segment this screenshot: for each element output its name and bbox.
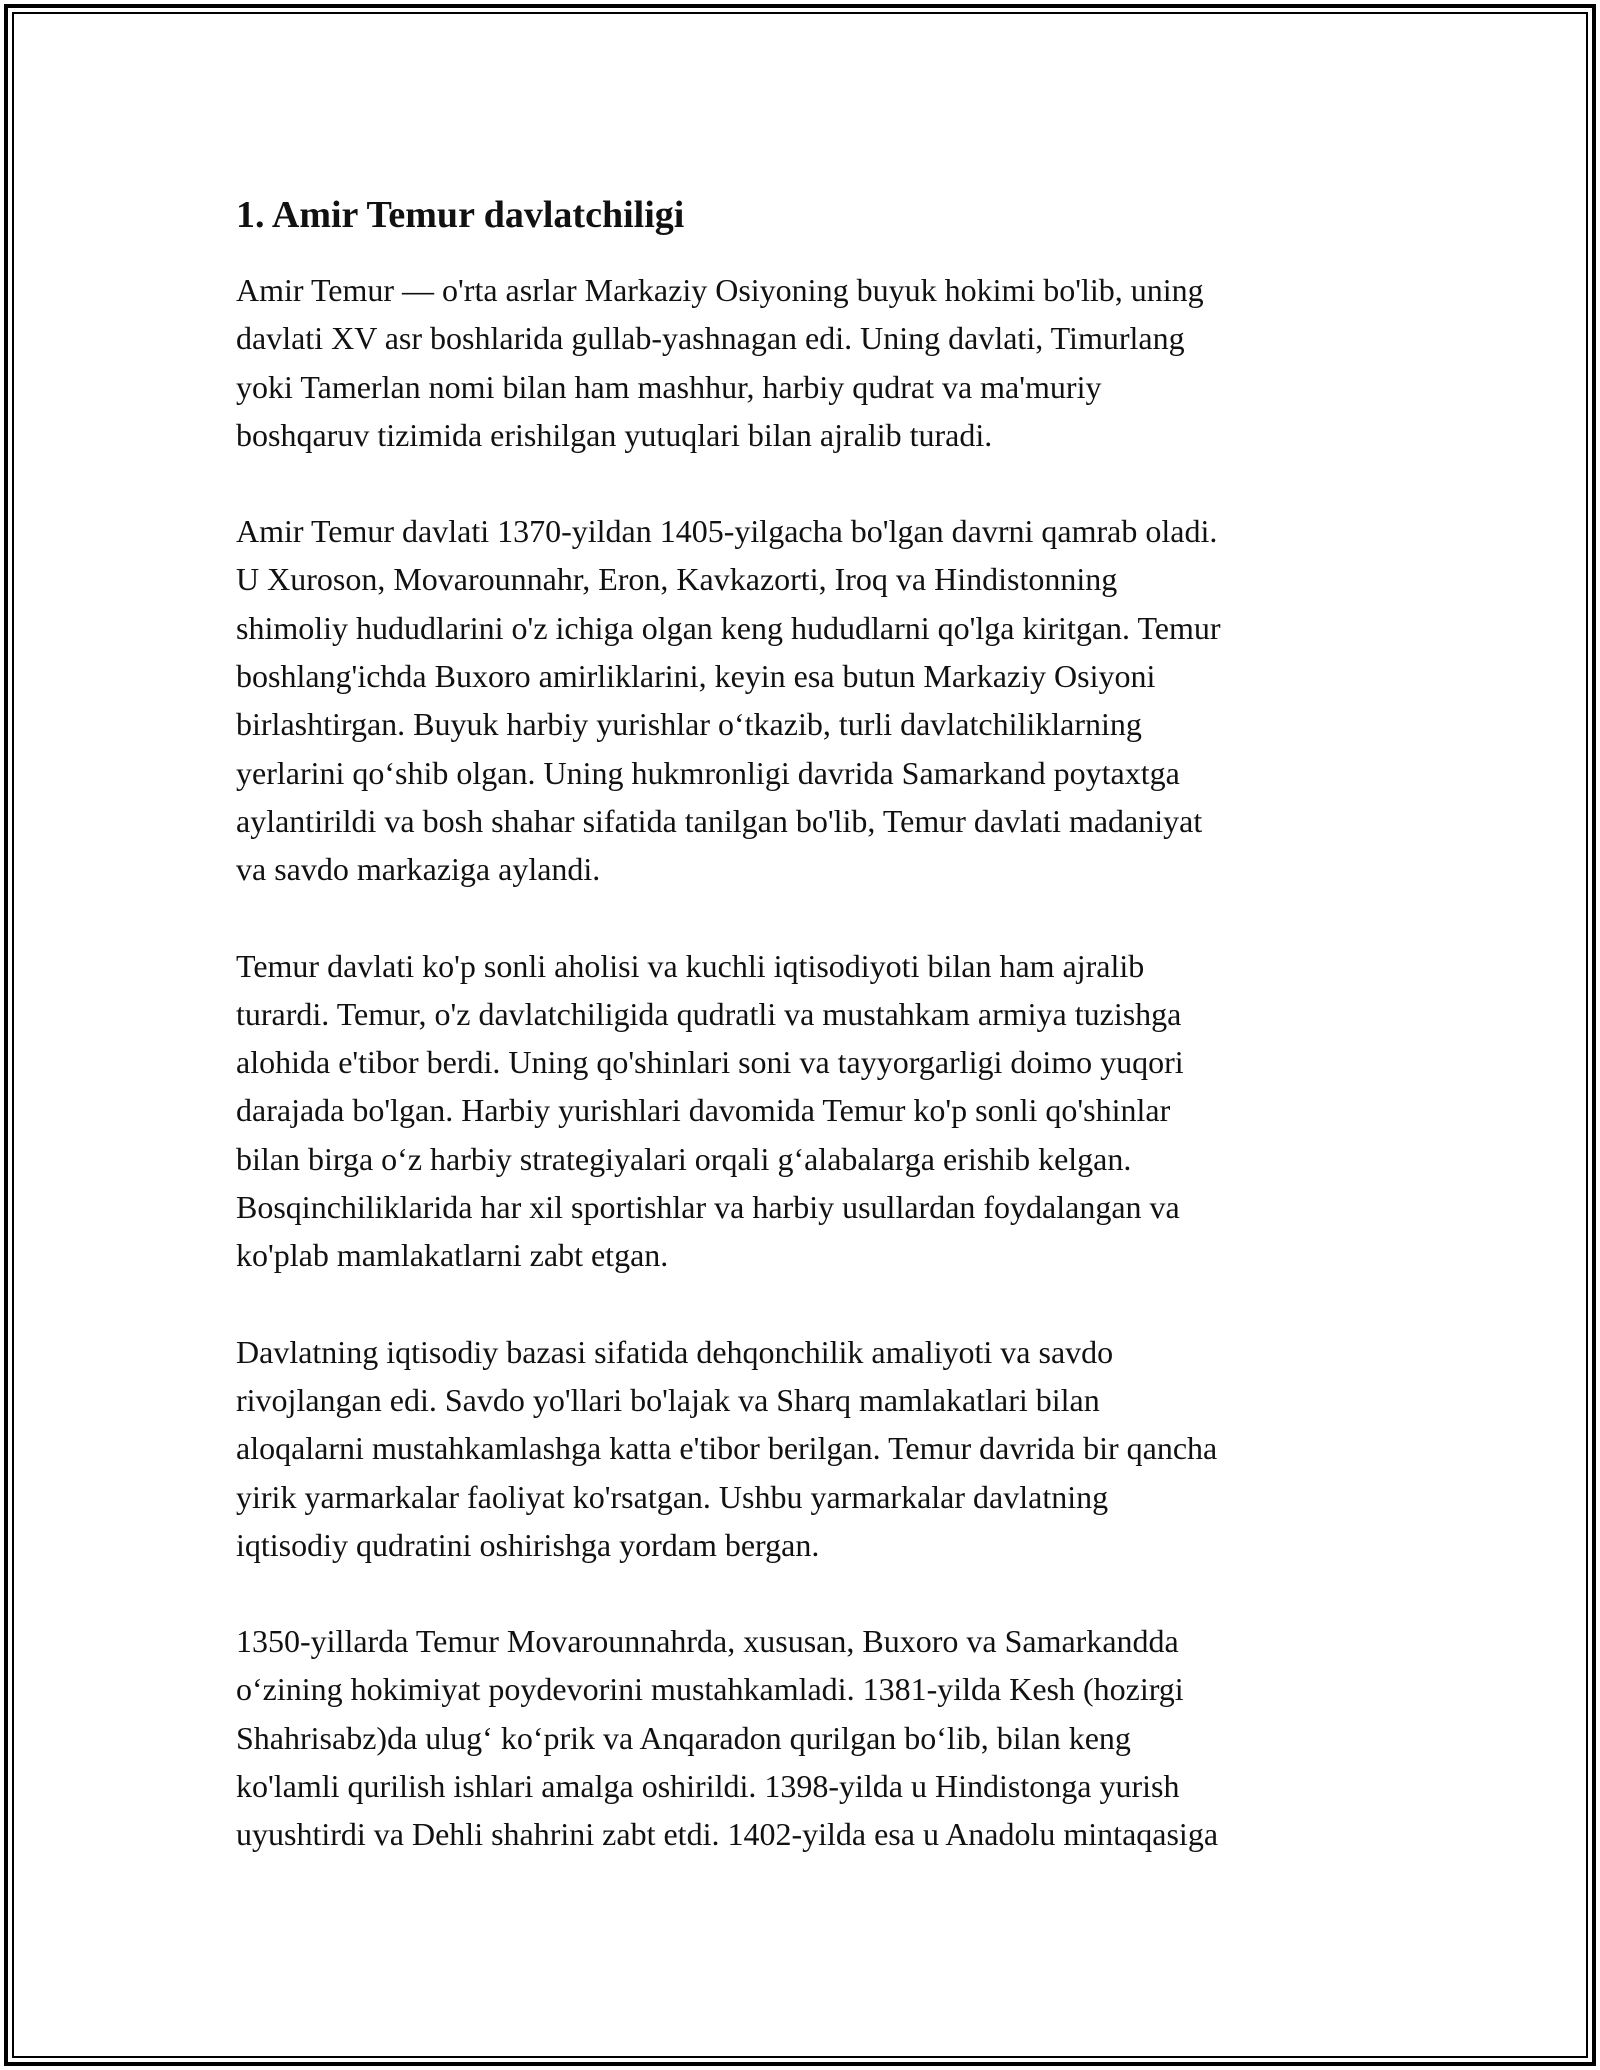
text-line: Shahrisabz)da ulug‘ ko‘prik va Anqaradon qurilgan bo‘lib, bilan keng xyxy=(236,1719,1131,1756)
text-line: darajada bo'lgan. Harbiy yurishlari davomida Temur ko'p sonli qo'shinlar xyxy=(236,1092,1171,1129)
paragraph-4 xyxy=(236,1328,1386,1569)
text-line: Temur davlati ko'p sonli aholisi va kuchli iqtisodiyoti bilan ham ajralib xyxy=(236,947,1145,984)
text-line: ko'plab mamlakatlarni zabt etgan. xyxy=(236,1237,669,1274)
paragraph-5 xyxy=(236,1617,1386,1858)
section-heading: 1. Amir Temur davlatchiligi xyxy=(236,194,685,236)
text-line: Amir Temur davlati 1370-yildan 1405-yilgacha bo'lgan davrni qamrab oladi. xyxy=(236,513,1218,550)
text-line: yirik yarmarkalar faoliyat ko'rsatgan. Ushbu yarmarkalar davlatning xyxy=(236,1478,1109,1515)
text-line: shimoliy hududlarini o'z ichiga olgan keng hududlarni qo'lga kiritgan. Temur xyxy=(236,609,1221,646)
text-line: turardi. Temur, o'z davlatchiligida qudratli va mustahkam armiya tuzishga xyxy=(236,995,1182,1032)
text-line: alohida e'tibor berdi. Uning qo'shinlari soni va tayyorgarligi doimo yuqori xyxy=(236,1044,1184,1081)
paragraph-list xyxy=(236,266,1386,1859)
text-line: davlati XV asr boshlarida gullab-yashnagan edi. Uning davlati, Timurlang xyxy=(236,320,1185,357)
text-line: bilan birga o‘z harbiy strategiyalari orqali g‘alabalarga erishib kelgan. xyxy=(236,1140,1132,1177)
text-line: Bosqinchiliklarida har xil sportishlar va harbiy usullardan foydalangan va xyxy=(236,1189,1180,1226)
text-line: Davlatning iqtisodiy bazasi sifatida dehqonchilik amaliyoti va savdo xyxy=(236,1333,1114,1370)
text-line: boshlang'ichda Buxoro amirliklarini, keyin esa butun Markaziy Osiyoni xyxy=(236,658,1156,695)
text-line: aylantirildi va bosh shahar sifatida tanilgan bo'lib, Temur davlati madaniyat xyxy=(236,802,1203,839)
text-line: rivojlangan edi. Savdo yo'llari bo'lajak va Sharq mamlakatlari bilan xyxy=(236,1381,1100,1418)
text-line: va savdo markaziga aylandi. xyxy=(236,851,601,888)
document-body xyxy=(236,190,1386,1907)
text-line: yerlarini qo‘shib olgan. Uning hukmronligi davrida Samarkand poytaxtga xyxy=(236,754,1180,791)
text-line: boshqaruv tizimida erishilgan yutuqlari bilan ajralib turadi. xyxy=(236,416,993,453)
text-line: ko'lamli qurilish ishlari amalga oshirildi. 1398-yilda u Hindistonga yurish xyxy=(236,1768,1180,1805)
text-line: aloqalarni mustahkamlashga katta e'tibor berilgan. Temur davrida bir qancha xyxy=(236,1430,1218,1467)
text-line: o‘zining hokimiyat poydevorini mustahkamladi. 1381-yilda Kesh (hozirgi xyxy=(236,1671,1184,1708)
text-line: uyushtirdi va Dehli shahrini zabt etdi. 1402-yilda esa u Anadolu mintaqasiga xyxy=(236,1816,1219,1853)
text-line: birlashtirgan. Buyuk harbiy yurishlar o‘tkazib, turli davlatchiliklarning xyxy=(236,706,1142,743)
text-line: 1350-yillarda Temur Movarounnahrda, xususan, Buxoro va Samarkandda xyxy=(236,1623,1179,1660)
paragraph-3 xyxy=(236,942,1386,1280)
text-line: U Xuroson, Movarounnahr, Eron, Kavkazorti, Iroq va Hindistonning xyxy=(236,561,1118,598)
text-line: Amir Temur — o'rta asrlar Markaziy Osiyoning buyuk hokimi bo'lib, uning xyxy=(236,272,1204,308)
text-line: iqtisodiy qudratini oshirishga yordam bergan. xyxy=(236,1526,820,1563)
text-line: yoki Tamerlan nomi bilan ham mashhur, harbiy qudrat va ma'muriy xyxy=(236,368,1102,405)
paragraph-2 xyxy=(236,507,1386,893)
paragraph-1 xyxy=(236,266,1386,459)
